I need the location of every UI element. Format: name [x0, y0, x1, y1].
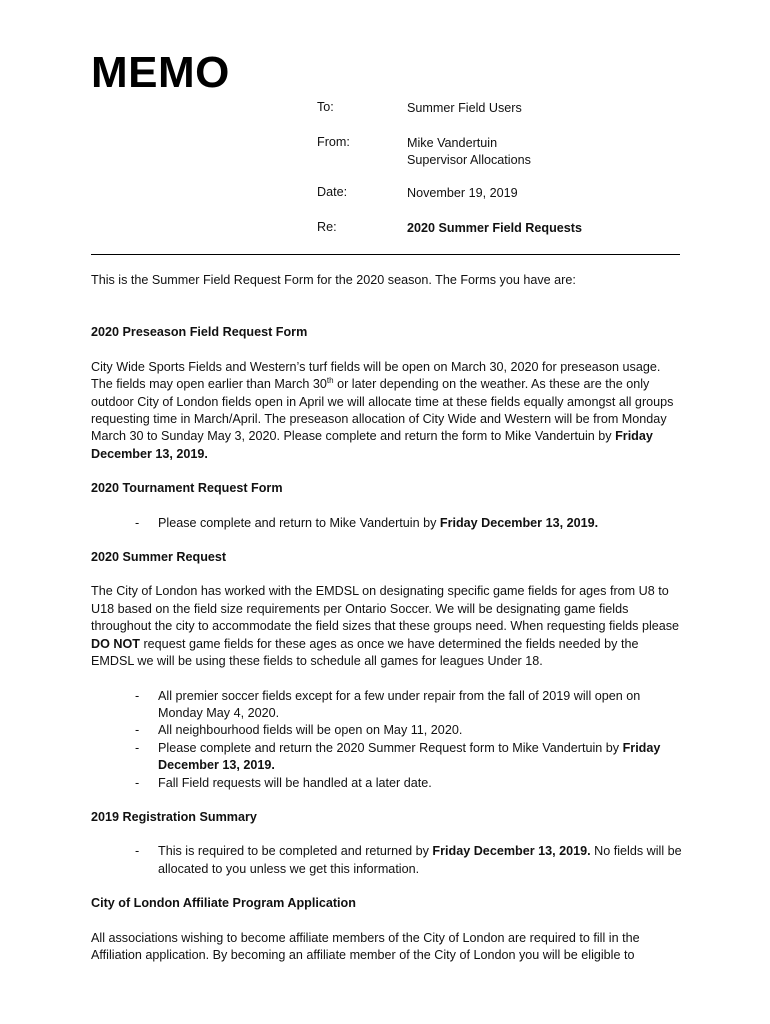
bullet-dash: - [135, 740, 140, 755]
preseason-text-2: or later depending on the weather. As these are the only outdoor City of London fields open in April we will allocate time at these fields equally amongst all groups requesting time in March/April. The preseason allocation of City Wide and Western will be from Monday March 30 to Sunday May 3, 2020. Please complete and return the form to Mike Vandertuin by [91, 377, 674, 444]
preseason-deadline: Friday December 13, 2019. [91, 429, 653, 461]
bullet-dash: - [135, 688, 140, 703]
affiliate-heading: City of London Affiliate Program Application [91, 896, 356, 911]
from-row [317, 135, 697, 185]
registration-heading: 2019 Registration Summary [91, 809, 257, 824]
bullet-text-rest: No fields will be allocated to you unless we get this information. [158, 844, 682, 876]
bullet-dash: - [135, 775, 140, 790]
list-item [91, 740, 683, 775]
do-not-emphasis: DO NOT [91, 636, 140, 651]
list-item [91, 688, 683, 723]
intro-text: This is the Summer Field Request Form for the 2020 season. The Forms you have are: [91, 273, 576, 287]
bullet-text: Fall Field requests will be handled at a later date. [158, 775, 432, 790]
to-label: To: [317, 100, 334, 114]
summer-list [91, 688, 683, 792]
preseason-paragraph [91, 359, 683, 463]
bullet-dash: - [135, 723, 140, 738]
tournament-list [91, 515, 683, 532]
date-row [317, 185, 697, 220]
preseason-heading: 2020 Preseason Field Request Form [91, 325, 308, 340]
bullet-text: Please complete and return to Mike Vandertuin by [158, 515, 440, 530]
list-item [91, 515, 683, 532]
re-value: 2020 Summer Field Requests [407, 221, 582, 235]
header-divider [91, 254, 680, 255]
summer-paragraph [91, 583, 683, 670]
tournament-heading: 2020 Tournament Request Form [91, 481, 283, 496]
registration-deadline: Friday December 13, 2019. [432, 844, 591, 859]
memo-body [91, 272, 683, 981]
bullet-dash: - [135, 844, 140, 859]
re-row [317, 220, 697, 237]
memo-title: MEMO [91, 48, 230, 97]
bullet-text: This is required to be completed and returned by [158, 844, 433, 859]
from-name: Mike Vandertuin [407, 136, 498, 150]
summer-heading: 2020 Summer Request [91, 550, 227, 565]
summer-text-1: The City of London has worked with the EMDSL on designating specific game fields for ages from U8 to U18 based on the field size requirements per Ontario Soccer. We will be designating game fields throughout the city to accommodate the field sizes that these groups need. When requesting fields please [91, 584, 680, 634]
affiliate-paragraph: All associations wishing to become affiliate members of the City of London are required to fill in the Affiliation application. By becoming an affiliate member of the City of London you will be eligible to [91, 930, 640, 962]
memo-header-fields [317, 100, 697, 237]
list-item [91, 722, 683, 739]
bullet-text: All premier soccer fields except for a few under repair from the fall of 2019 will open on Monday May 4, 2020. [158, 688, 641, 720]
bullet-dash: - [135, 515, 140, 530]
to-value: Summer Field Users [407, 101, 522, 115]
ordinal-suffix: th [326, 376, 334, 386]
bullet-text: All neighbourhood fields will be open on May 11, 2020. [158, 723, 463, 738]
from-label: From: [317, 135, 350, 149]
from-title: Supervisor Allocations [407, 153, 531, 167]
to-row [317, 100, 697, 135]
re-label: Re: [317, 220, 337, 234]
list-item [91, 843, 683, 878]
tournament-deadline: Friday December 13, 2019. [439, 515, 599, 530]
preseason-text-1: City Wide Sports Fields and Western’s turf fields will be open on March 30, 2020 for preseason usage. The fields may open earlier than March 30 [91, 359, 661, 392]
list-item [91, 775, 683, 792]
bullet-text: Please complete and return the 2020 Summer Request form to Mike Vandertuin by [158, 740, 623, 755]
date-value: November 19, 2019 [407, 186, 518, 200]
summer-text-2: request game fields for these ages as once we have determined the fields needed by the EMDSL we will be using these fields to schedule all games for leagues Under 18. [91, 636, 639, 669]
date-label: Date: [317, 185, 348, 199]
registration-list [91, 843, 683, 878]
summer-deadline: Friday December 13, 2019. [158, 740, 661, 773]
